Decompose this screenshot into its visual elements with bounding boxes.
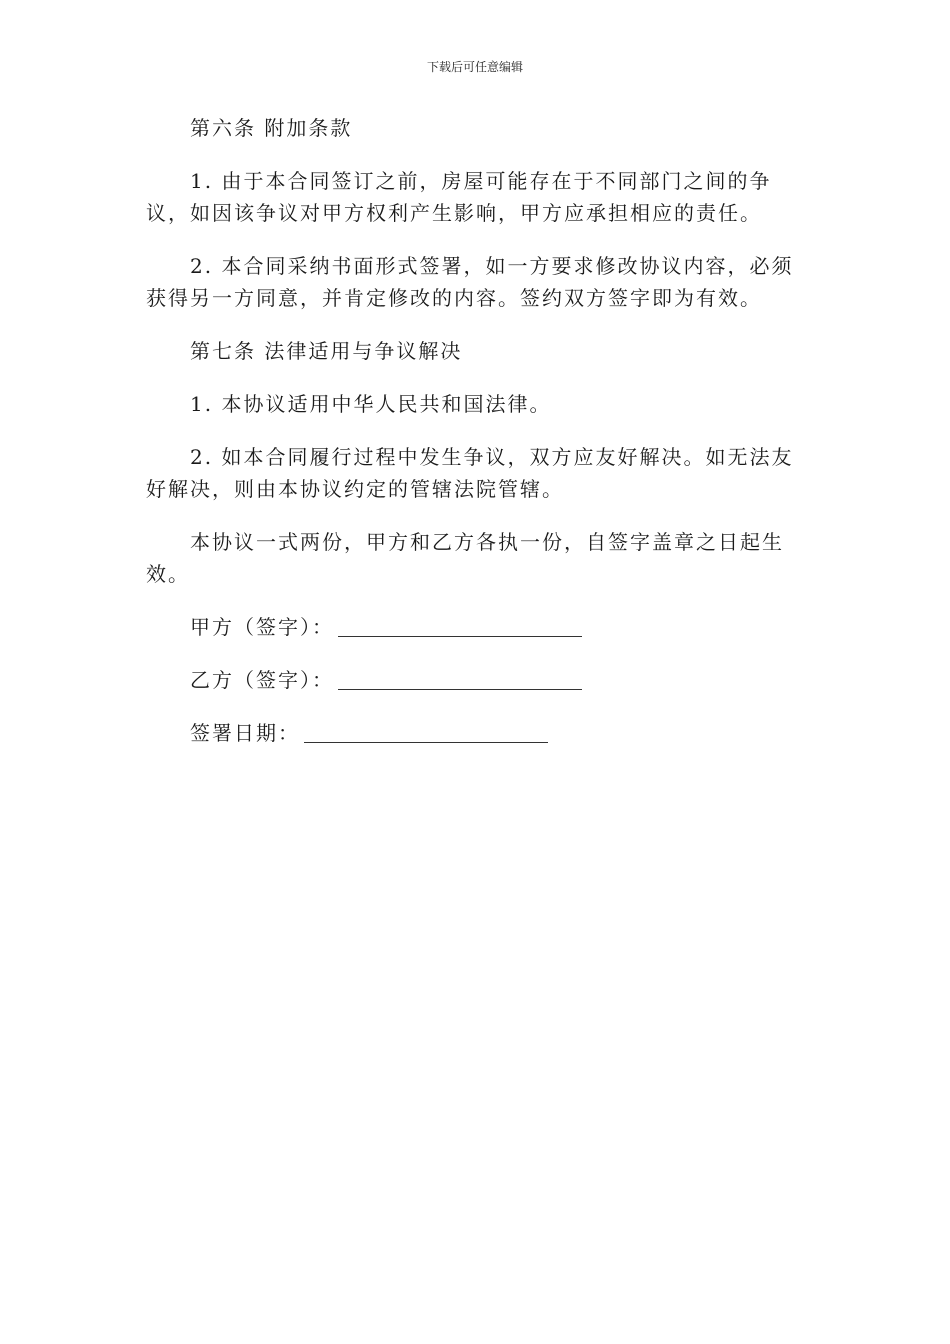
copies-clause: 本协议一式两份，甲方和乙方各执一份，自签字盖章之日起生效。 [146,530,784,586]
header-note: 下载后可任意编辑 [426,60,523,74]
party-b-signature-line [146,664,810,696]
article6-item2: 2. 本合同采纳书面形式签署，如一方要求修改协议内容，必须获得另一方同意，并肯定修改的内容。签约双方签字即为有效。 [146,254,794,310]
article6-title: 第六条 附加条款 [190,116,353,140]
party-a-label: 甲方（签字）： [190,615,334,639]
party-b-signature-blank [338,688,582,690]
document-body [146,112,810,770]
party-b-label: 乙方（签字）： [190,668,334,692]
date-signature-line [146,717,810,749]
article6-item1: 1. 由于本合同签订之前，房屋可能存在于不同部门之间的争议，如因该争议对甲方权利产生影响，甲方应承担相应的责任。 [146,169,772,225]
article7-item2: 2. 如本合同履行过程中发生争议，双方应友好解决。如无法友好解决，则由本协议约定的管辖法院管辖。 [146,445,794,501]
article7-title: 第七条 法律适用与争议解决 [190,339,463,363]
party-a-signature-line [146,611,810,643]
party-a-signature-blank [338,635,582,637]
date-blank [304,741,548,743]
article7-item1: 1. 本协议适用中华人民共和国法律。 [190,392,552,416]
date-label: 签署日期： [190,721,300,745]
